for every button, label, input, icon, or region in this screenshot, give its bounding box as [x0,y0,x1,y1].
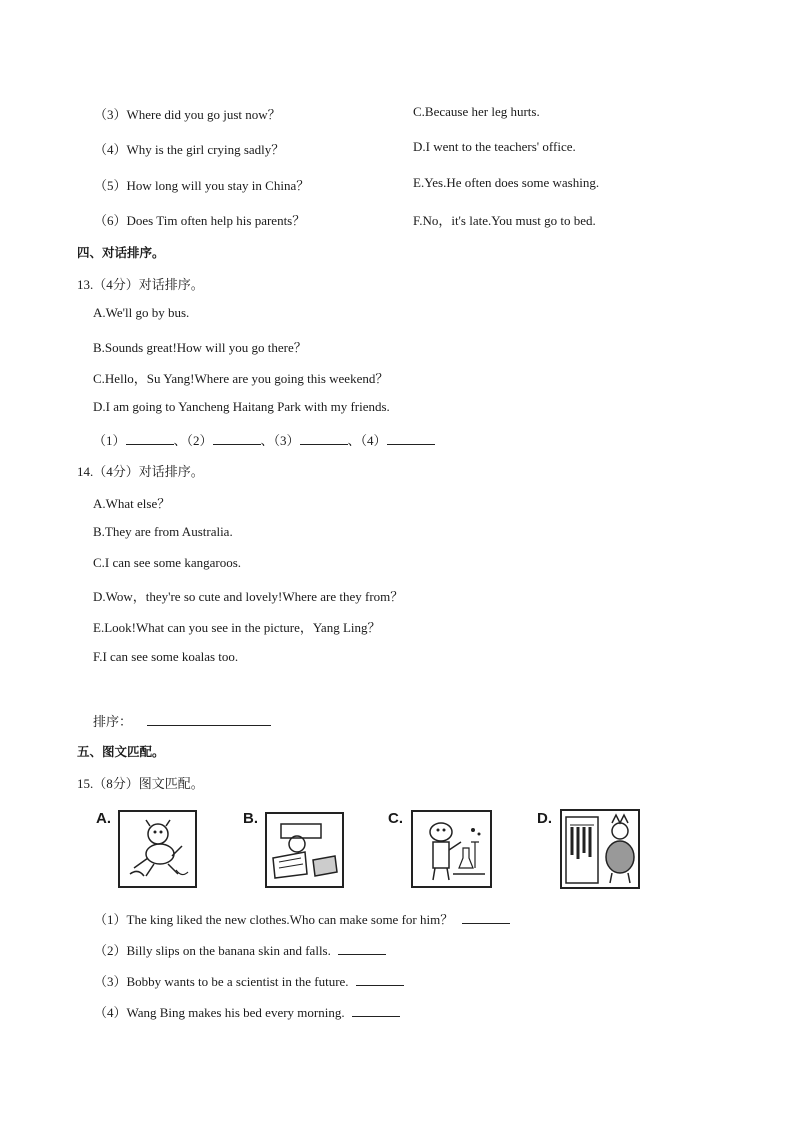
question-15-title: 15.（8分）图文匹配。 [77,776,204,791]
king-wardrobe-icon [562,811,638,887]
match-answer-f: F.No，it's late.You must go to bed. [413,213,596,228]
question-13-title: 13.（4分）对话排序。 [77,277,204,292]
match-answer-d: D.I went to the teachers' office. [413,139,576,154]
q13-option-b: B.Sounds great!How will you go there？ [93,340,307,355]
q13-answer-blank-3[interactable] [300,433,348,445]
q13-option-c: C.Hello，Su Yang!Where are you going this weekend？ [93,371,389,386]
picture-label-c: C. [388,810,403,827]
q15-sentence-3: （3）Bobby wants to be a scientist in the future. [94,971,404,990]
q15-answer-blank-1[interactable] [462,912,510,924]
picture-b-bed-cartoon [265,812,344,888]
q13-answer-blank-4[interactable] [387,433,435,445]
section-5-heading: 五、图文匹配。 [77,744,165,759]
match-answer-c: C.Because her leg hurts. [413,104,540,119]
q14-option-c: C.I can see some kangaroos. [93,555,242,570]
q13-answer-blank-1[interactable] [126,433,174,445]
picture-c-scientist-cartoon [411,810,492,888]
q15-answer-blank-4[interactable] [352,1005,400,1017]
match-question-6: （6）Does Tim often help his parents？ [94,213,306,228]
q15-sentence-1: （1）The king liked the new clothes.Who can make some for him？ [94,909,510,928]
q13-option-d: D.I am going to Yancheng Haitang Park with my friends. [93,399,390,414]
q13-option-a: A.We'll go by bus. [93,305,190,320]
q14-option-b: B.They are from Australia. [93,524,233,539]
picture-a-slipping-cartoon [118,810,197,888]
q14-option-a: A.What else？ [93,496,171,511]
q15-answer-blank-3[interactable] [356,974,404,986]
question-14-title: 14.（4分）对话排序。 [77,464,204,479]
q13-answer-line [93,430,435,449]
q13-answer-label-1: （1） [93,433,126,448]
q13-answer-label-2: 、（2） [173,433,213,448]
picture-label-a: A. [96,810,111,827]
slip-on-banana-icon [120,812,195,886]
q15-sentence-2: （2）Billy slips on the banana skin and falls. [94,940,386,959]
q13-answer-label-3: 、（3） [260,433,300,448]
q14-order-label: 排序： [93,714,133,729]
q14-option-f: F.I can see some koalas too. [93,649,239,664]
q14-option-e: E.Look!What can you see in the picture，Yang Ling？ [93,620,381,635]
q14-order-line [93,711,271,730]
q14-order-blank[interactable] [147,714,271,726]
match-question-4: （4）Why is the girl crying sadly？ [94,142,285,157]
q15-answer-blank-2[interactable] [338,943,386,955]
make-bed-icon [267,814,342,886]
q13-answer-blank-2[interactable] [213,433,261,445]
match-answer-e: E.Yes.He often does some washing. [413,175,600,190]
picture-label-b: B. [243,810,258,827]
picture-d-king-cartoon [560,809,640,889]
q14-option-d: D.Wow，they're so cute and lovely!Where are they from？ [93,589,404,604]
match-question-5: （5）How long will you stay in China？ [94,178,310,193]
q13-answer-label-4: 、（4） [347,433,387,448]
q15-sentence-4: （4）Wang Bing makes his bed every morning. [94,1002,400,1021]
match-question-3: （3）Where did you go just now？ [94,107,281,122]
picture-label-d: D. [537,810,552,827]
scientist-icon [413,812,490,886]
section-4-heading: 四、对话排序。 [77,245,165,260]
